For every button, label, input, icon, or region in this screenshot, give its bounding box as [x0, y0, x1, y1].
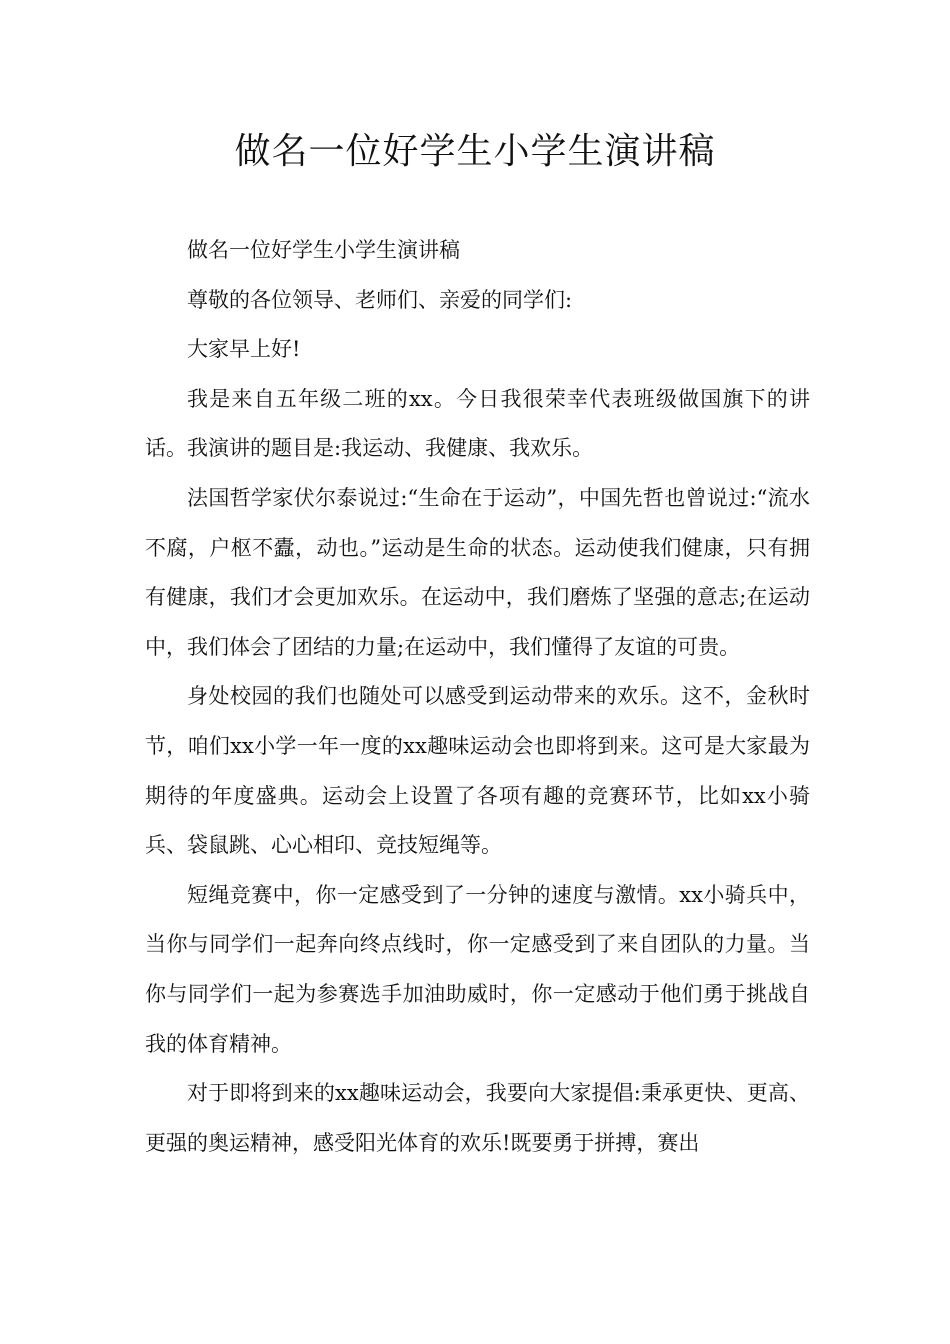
document-title: 做名一位好学生小学生演讲稿: [234, 131, 716, 172]
paragraph-voltaire-quote: 法国哲学家伏尔泰说过:“生命在于运动”，中国先哲也曾说过:“流水不腐，户枢不蠹，动也。”运动是生命的状态。运动使我们健康，只有拥有健康，我们才会更加欢乐。在运动中，我们磨炼了坚强的意志;在运动中，我们体会了团结的力量;在运动中，我们懂得了友谊的可贵。: [145, 485, 810, 659]
document-body: [145, 226, 810, 1168]
paragraph-rope-skipping: 短绳竞赛中，你一定感受到了一分钟的速度与激情。xx小骑兵中，当你与同学们一起奔向终点线时，你一定感受到了来自团队的力量。当你与同学们一起为参赛选手加油助威时，你一定感动于他们勇于挑战自我的体育精神。: [145, 882, 810, 1056]
paragraph-introduction: 我是来自五年级二班的xx。今日我很荣幸代表班级做国旗下的讲话。我演讲的题目是:我运动、我健康、我欢乐。: [145, 386, 810, 461]
paragraph-heading: 做名一位好学生小学生演讲稿: [187, 238, 460, 262]
paragraph-salutation: 尊敬的各位领导、老师们、亲爱的同学们:: [187, 287, 573, 312]
paragraph-sports-meet: 身处校园的我们也随处可以感受到运动带来的欢乐。这不，金秋时节，咱们xx小学一年一度的xx趣味运动会也即将到来。这可是大家最为期待的年度盛典。运动会上设置了各项有趣的竞赛环节，比如xx小骑兵、袋鼠跳、心心相印、竞技短绳等。: [145, 684, 810, 858]
paragraph-call-to-action: 对于即将到来的xx趣味运动会，我要向大家提倡:秉承更快、更高、更强的奥运精神，感受阳光体育的欢乐!既要勇于拼搏，赛出: [145, 1081, 810, 1155]
paragraph-greeting: 大家早上好!: [187, 337, 301, 362]
